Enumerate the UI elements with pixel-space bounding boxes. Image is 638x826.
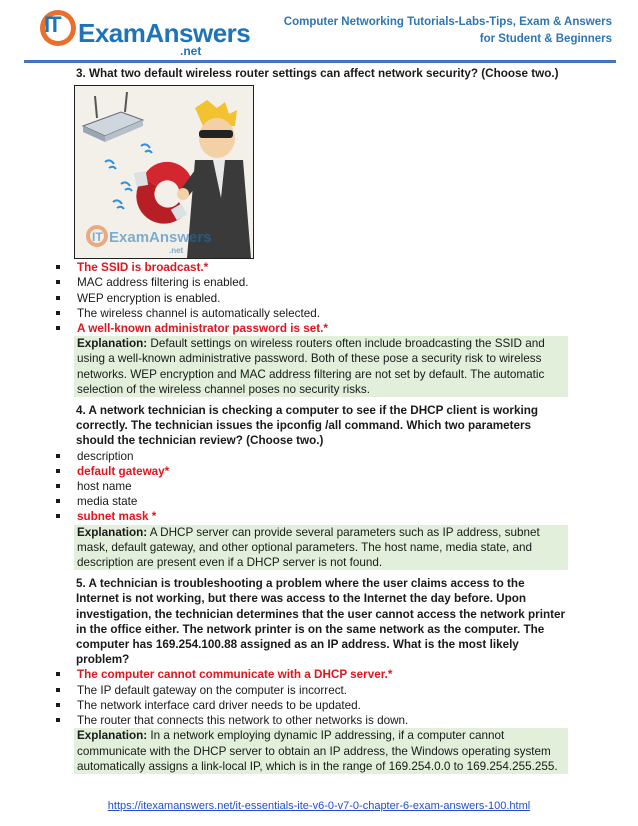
question-5-options: [62, 667, 568, 728]
question-4-options: [62, 449, 568, 525]
option-text: A well-known administrator password is set.*: [77, 322, 328, 336]
option-item[interactable]: [62, 494, 568, 509]
question-3-image: [74, 85, 254, 259]
option-item[interactable]: [62, 275, 568, 290]
watermark-brand: ExamAnswers: [109, 229, 212, 247]
explanation-text: Default settings on wireless routers often include broadcasting the SSID and using a well-known administrative password. Both of these pose a security risk to wireless networks. WEP encryption and MAC address filtering are not set by default. The automatic selection of the wireless channel poses no security risks.: [77, 337, 545, 396]
option-item[interactable]: [62, 449, 568, 464]
option-text: MAC address filtering is enabled.: [77, 276, 249, 290]
option-item[interactable]: [62, 291, 568, 306]
bullet-icon: [56, 688, 60, 692]
bullet-icon: [56, 265, 60, 269]
option-text: The IP default gateway on the computer is incorrect.: [77, 683, 348, 697]
option-text: The network interface card driver needs to be updated.: [77, 698, 361, 712]
bullet-icon: [56, 326, 60, 330]
option-text: subnet mask *: [77, 510, 157, 524]
bullet-icon: [56, 514, 60, 518]
tagline-line2: for Student & Beginners: [479, 33, 612, 45]
option-text: The SSID is broadcast.*: [77, 261, 209, 275]
tagline-line1: Computer Networking Tutorials-Labs-Tips, Exam & Answers: [283, 16, 612, 28]
option-text: host name: [77, 480, 132, 494]
option-item[interactable]: [62, 698, 568, 713]
bullet-icon: [56, 296, 60, 300]
header-tagline: [284, 14, 612, 48]
watermark-it: IT: [92, 230, 103, 245]
bullet-icon: [56, 718, 60, 722]
bullet-icon: [56, 672, 60, 676]
bullet-icon: [56, 280, 60, 284]
logo-it: IT: [44, 12, 60, 37]
option-item[interactable]: [62, 509, 568, 524]
option-item[interactable]: [62, 260, 568, 275]
bullet-icon: [56, 469, 60, 473]
watermark-net: .net: [169, 246, 184, 256]
option-item[interactable]: [62, 479, 568, 494]
footer-source-link[interactable]: https://itexamanswers.net/it-essentials-ite-v6-0-v7-0-chapter-6-exam-answers-100.html: [107, 800, 531, 812]
question-5-text: 5. A technician is troubleshooting a problem where the user claims access to the Internet is not working, but there was access to the Internet the day before. Upon investigation, the technician determines that the user cannot access the network printer in the office either. The network printer is on the same network as the computer. The computer has 169.254.100.88 assigned as an IP address. What is the most likely problem?: [76, 577, 566, 667]
option-text: The computer cannot communicate with a DHCP server.*: [77, 668, 393, 682]
option-item[interactable]: [62, 321, 568, 336]
explanation-label: Explanation:: [77, 729, 148, 743]
option-item[interactable]: [62, 667, 568, 682]
question-3-explanation: [74, 336, 568, 397]
logo-net: .net: [180, 44, 202, 58]
option-text: The wireless channel is automatically selected.: [77, 306, 320, 320]
explanation-text: In a network employing dynamic IP addressing, if a computer cannot communicate with the DHCP server to obtain an IP address, the Windows operating system automatically assigns a link-local IP, which is in the range of 169.254.0.0 to 169.254.255.255.: [77, 729, 558, 773]
main-content: [62, 66, 568, 774]
bullet-icon: [56, 499, 60, 503]
question-3-options: [62, 260, 568, 336]
page-header: [0, 0, 638, 62]
bullet-icon: [56, 454, 60, 458]
router-hacker-illustration: [75, 86, 253, 258]
question-3-text: 3. What two default wireless router settings can affect network security? (Choose two.): [76, 67, 559, 80]
option-text: default gateway*: [77, 464, 170, 478]
bullet-icon: [56, 311, 60, 315]
option-text: description: [77, 449, 134, 463]
question-4-text: 4. A network technician is checking a computer to see if the DHCP client is working correctly. The technician issues the ipconfig /all command. Which two parameters should the technician review? (Choose two.): [76, 404, 538, 448]
logo-brand: ExamAnswers: [78, 18, 251, 48]
bullet-icon: [56, 703, 60, 707]
option-text: WEP encryption is enabled.: [77, 291, 221, 305]
explanation-label: Explanation:: [77, 337, 148, 351]
option-text: media state: [77, 495, 138, 509]
explanation-label: Explanation:: [77, 525, 148, 539]
bullet-icon: [56, 484, 60, 488]
question-4-explanation: [74, 525, 568, 571]
explanation-text: A DHCP server can provide several parameters such as IP address, subnet mask, default gateway, and other optional parameters. The host name, media state, and description are present even if a DHCP server is not found.: [77, 525, 540, 570]
option-item[interactable]: [62, 683, 568, 698]
site-logo[interactable]: [40, 8, 251, 58]
option-item[interactable]: [62, 306, 568, 321]
header-divider: [24, 60, 616, 63]
question-5-explanation: [74, 728, 568, 774]
option-item[interactable]: [62, 464, 568, 479]
option-item[interactable]: [62, 713, 568, 728]
option-text: The router that connects this network to other networks is down.: [77, 714, 409, 728]
